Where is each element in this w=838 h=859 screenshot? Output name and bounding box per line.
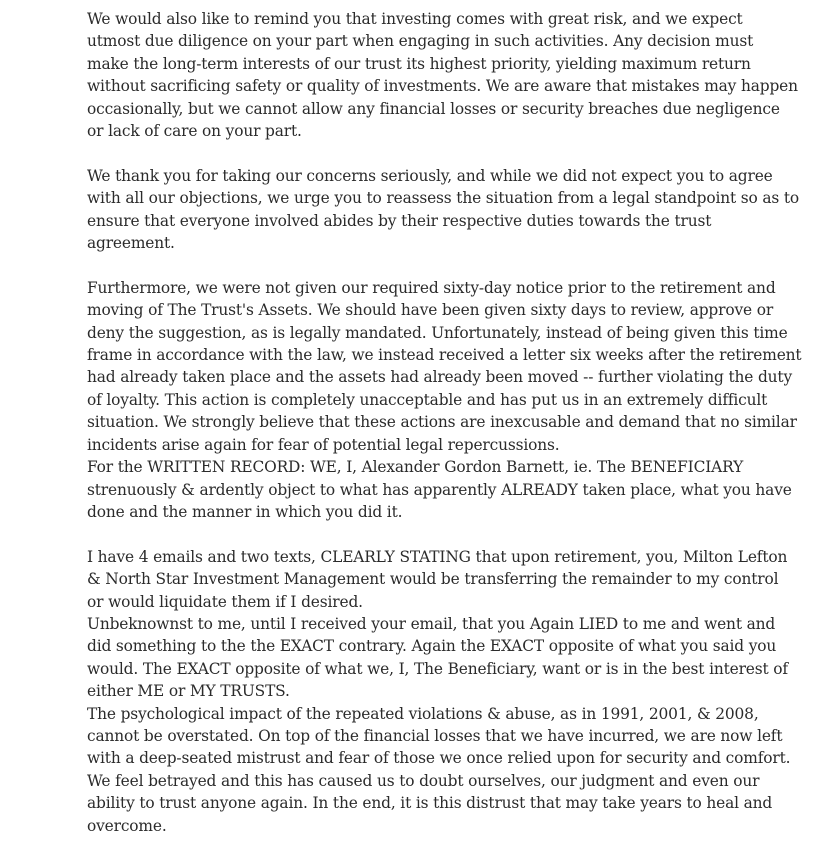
text-line: with a deep-seated mistrust and fear of those we once relied upon for security and comfort. xyxy=(87,749,791,768)
text-line: I have 4 emails and two texts, CLEARLY STATING that upon retirement, you, Milton Lefton xyxy=(87,547,788,566)
text-line: or lack of care on your part. xyxy=(87,122,302,141)
text-line: Furthermore, we were not given our required sixty-day notice prior to the retirement and xyxy=(87,278,776,297)
text-line: had already taken place and the assets had already been moved -- further violating the duty xyxy=(87,368,793,387)
paragraph-reassess xyxy=(87,165,800,255)
paragraph-emails-impact xyxy=(87,546,791,837)
text-line: frame in accordance with the law, we instead received a letter six weeks after the retirement xyxy=(87,346,802,365)
text-line: deny the suggestion, as is legally mandated. Unfortunately, instead of being given this time xyxy=(87,323,788,342)
text-line: utmost due diligence on your part when engaging in such activities. Any decision must xyxy=(87,32,754,51)
text-line: did something to the the EXACT contrary. Again the EXACT opposite of what you said you xyxy=(87,637,777,656)
text-line: with all our objections, we urge you to reassess the situation from a legal standpoint so as to xyxy=(87,189,800,208)
text-line: agreement. xyxy=(87,234,175,253)
text-line: For the WRITTEN RECORD: WE, I, Alexander Gordon Barnett, ie. The BENEFICIARY xyxy=(87,458,744,477)
text-line: incidents arise again for fear of potential legal repercussions. xyxy=(87,435,560,454)
text-line: done and the manner in which you did it. xyxy=(87,502,403,521)
text-line: without sacrificing safety or quality of investments. We are aware that mistakes may happen xyxy=(87,77,798,96)
text-line: occasionally, but we cannot allow any financial losses or security breaches due negligence xyxy=(87,99,780,118)
text-line: would. The EXACT opposite of what we, I, The Beneficiary, want or is in the best interest of xyxy=(87,659,788,678)
text-line: strenuously & ardently object to what has apparently ALREADY taken place, what you have xyxy=(87,480,792,499)
text-line: overcome. xyxy=(87,816,167,835)
text-line: Unbeknownst to me, until I received your email, that you Again LIED to me and went and xyxy=(87,614,776,633)
text-line: We thank you for taking our concerns seriously, and while we did not expect you to agree xyxy=(87,166,773,185)
text-line: ensure that everyone involved abides by their respective duties towards the trust xyxy=(87,211,712,230)
text-line: The psychological impact of the repeated violations & abuse, as in 1991, 2001, & 2008, xyxy=(87,704,759,723)
text-line: of loyalty. This action is completely unacceptable and has put us in an extremely difficult xyxy=(87,390,768,409)
text-line: & North Star Investment Management would be transferring the remainder to my control xyxy=(87,570,779,589)
text-line: moving of The Trust's Assets. We should have been given sixty days to review, approve or xyxy=(87,301,774,320)
text-line: either ME or MY TRUSTS. xyxy=(87,682,290,701)
letter-body xyxy=(87,8,802,837)
text-line: ability to trust anyone again. In the end, it is this distrust that may take years to heal and xyxy=(87,794,773,813)
text-line: situation. We strongly believe that these actions are inexcusable and demand that no similar xyxy=(87,413,797,432)
paragraph-diligence xyxy=(87,8,798,142)
text-line: We would also like to remind you that investing comes with great risk, and we expect xyxy=(87,10,743,28)
paragraph-notice-objection xyxy=(87,277,802,523)
text-line: We feel betrayed and this has caused us to doubt ourselves, our judgment and even our xyxy=(87,771,760,790)
text-line: or would liquidate them if I desired. xyxy=(87,592,363,611)
text-line: cannot be overstated. On top of the financial losses that we have incurred, we are now left xyxy=(87,726,783,745)
text-line: make the long-term interests of our trust its highest priority, yielding maximum return xyxy=(87,54,751,73)
